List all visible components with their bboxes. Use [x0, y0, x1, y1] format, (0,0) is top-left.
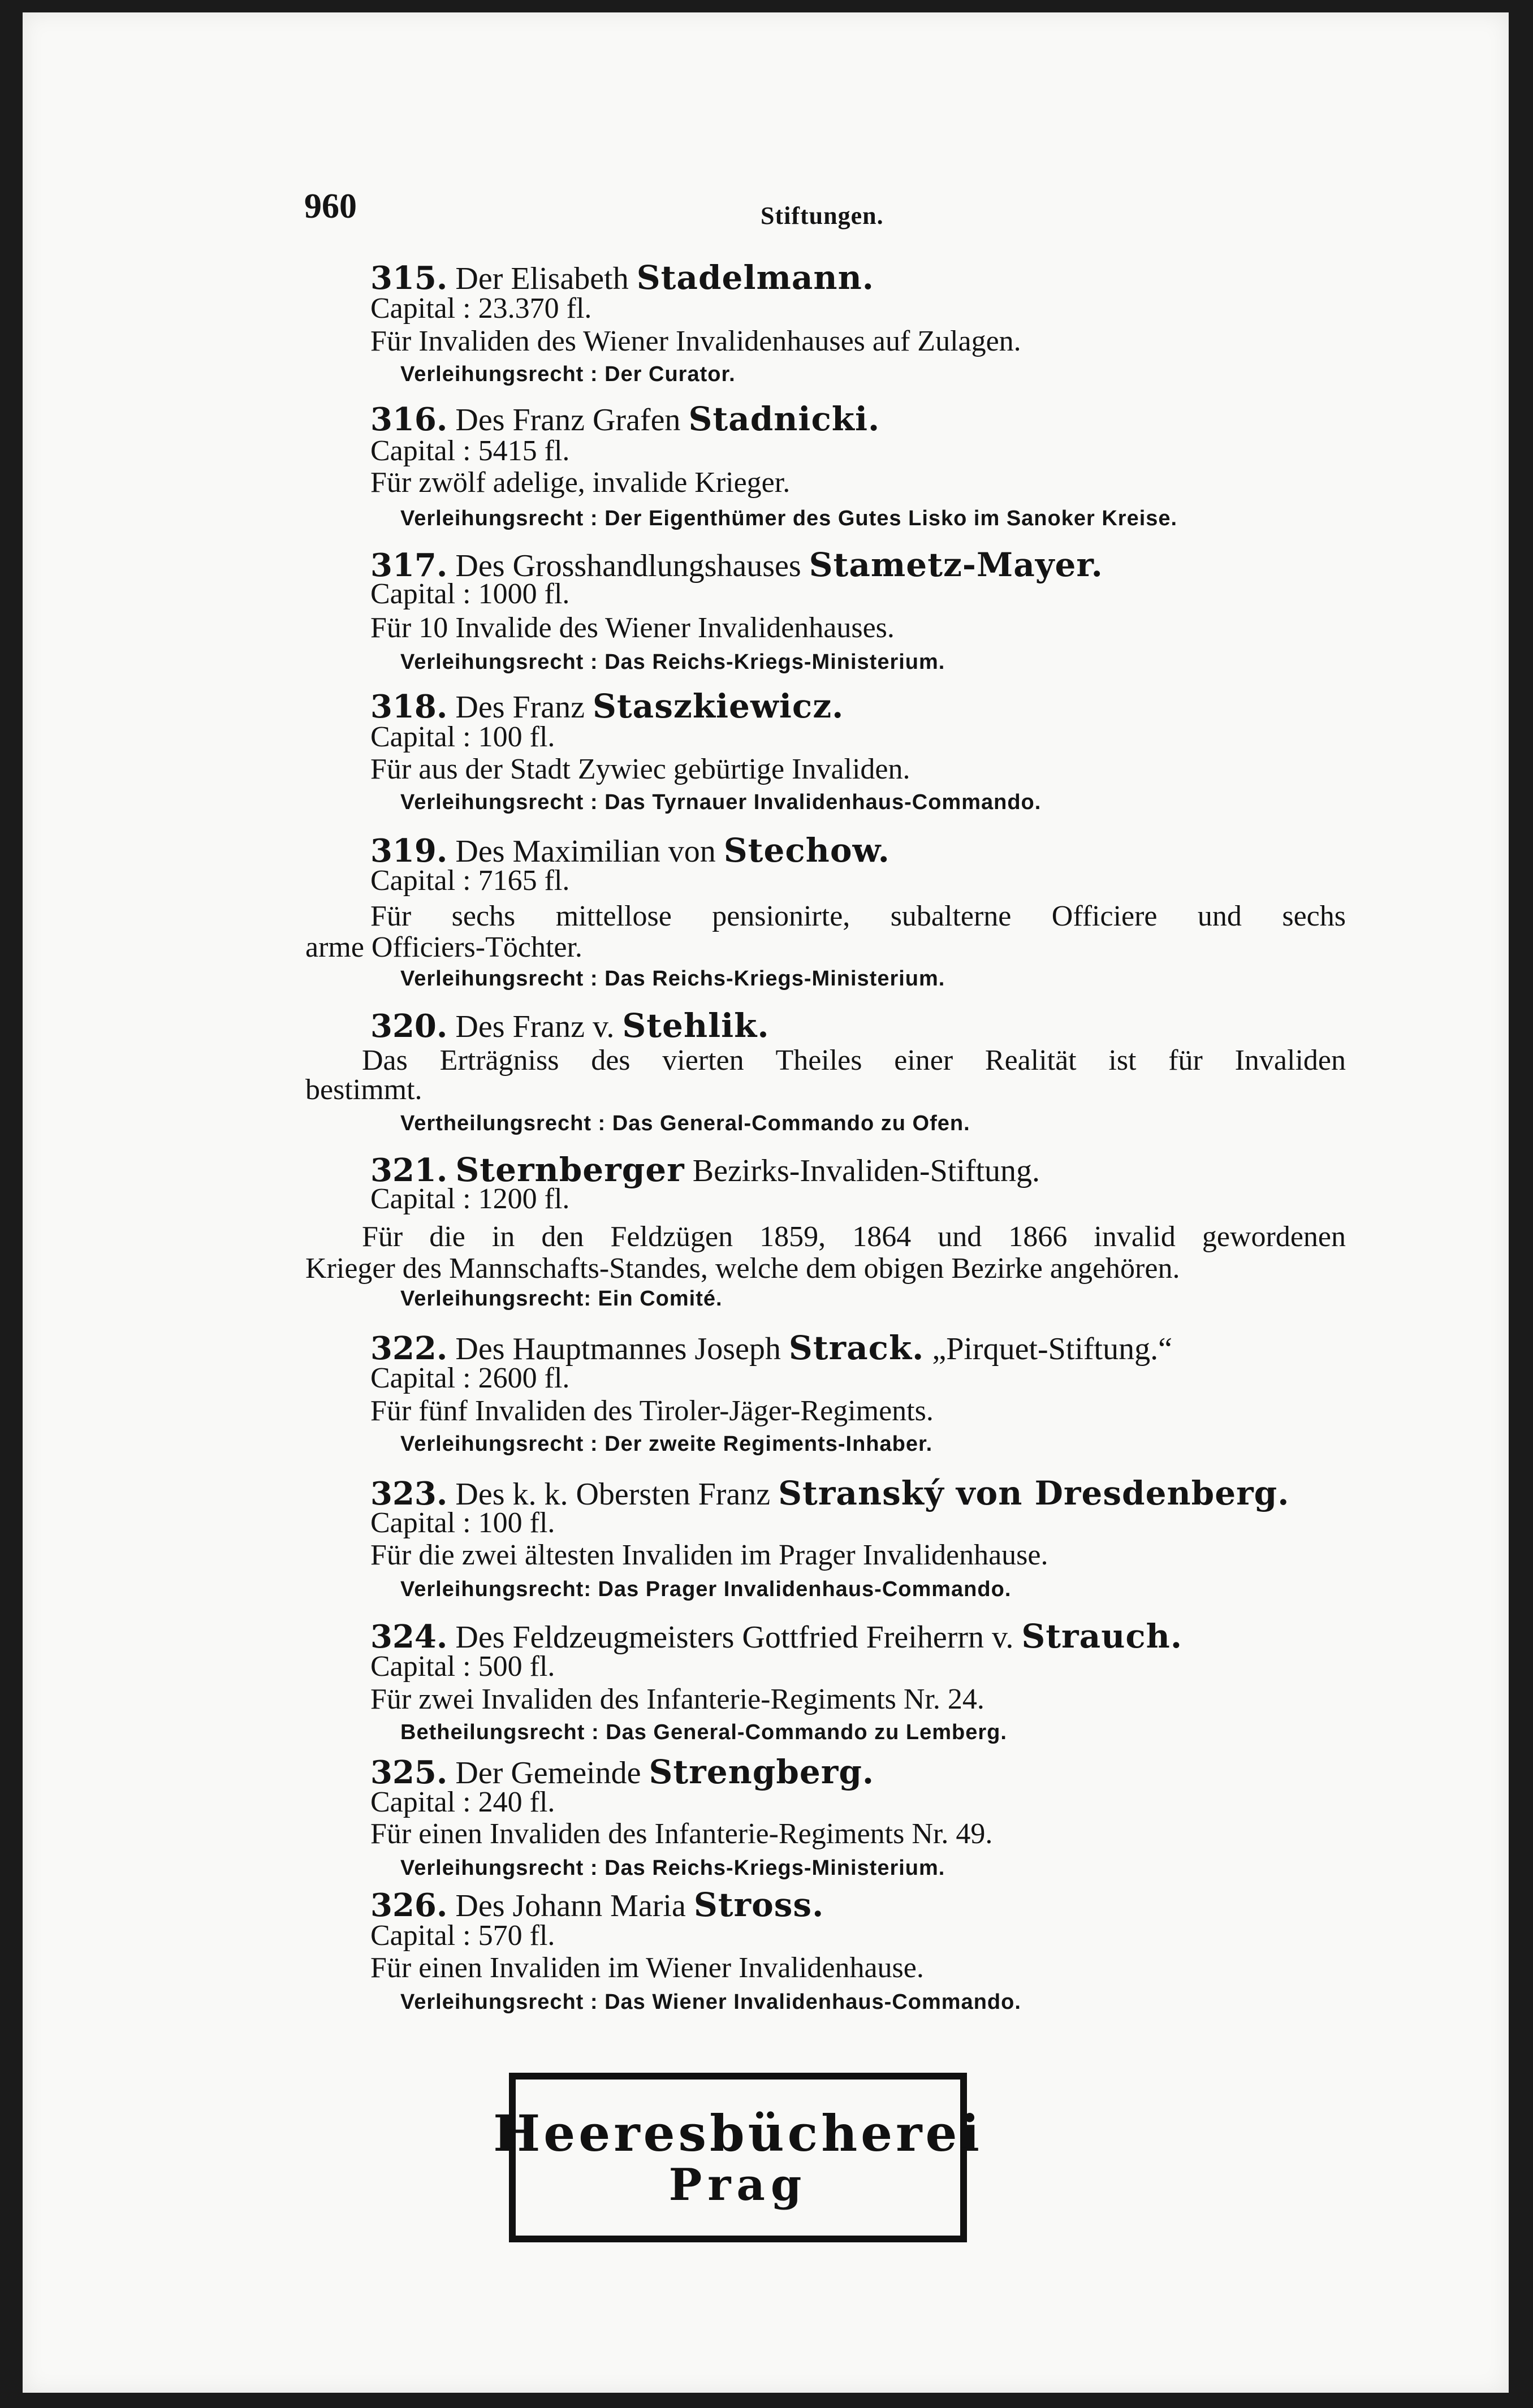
entry-heading-315: [370, 258, 874, 297]
entry-purpose: Für zwölf adelige, invalide Krieger.: [370, 466, 791, 499]
entry-right: Verleihungsrecht : Das Tyrnauer Invalidenhaus-Commando.: [400, 790, 1042, 814]
entry-title: „Pirquet-Stiftung.“: [932, 1331, 1172, 1367]
entry-heading-323: [370, 1474, 1290, 1512]
entry-right: Vertheilungsrecht : Das General-Commando zu Ofen.: [400, 1112, 970, 1135]
entry-purpose: Das Erträgniss des vierten Theiles einer Realität ist für Invaliden: [362, 1044, 1346, 1077]
entry-name: Stadelmann.: [636, 258, 874, 297]
entry-name: Stehlik.: [622, 1006, 770, 1045]
entry-purpose: Für einen Invaliden im Wiener Invalidenhause.: [370, 1952, 924, 1984]
entry-intro: Des Franz v.: [455, 1009, 615, 1044]
entry-capital: Capital : 100 fl.: [370, 1507, 555, 1539]
entry-capital: Capital : 570 fl.: [370, 1920, 555, 1952]
running-head: Stiftungen.: [761, 202, 884, 230]
entry-heading-324: [370, 1617, 1183, 1655]
entry-name: Stross.: [693, 1886, 824, 1924]
entry-capital: Capital : 23.370 fl.: [370, 292, 592, 325]
entry-purpose: Für sechs mittellose pensionirte, subalterne Officiere und sechs: [370, 900, 1346, 932]
stamp-line-1: Heeresbücherei: [493, 2103, 983, 2163]
entry-number: 318.: [370, 688, 448, 725]
entry-name: Stranský von Dresdenberg.: [778, 1474, 1290, 1512]
entry-right: Verleihungsrecht : Der zweite Regiments-Inhaber.: [400, 1432, 933, 1456]
entry-heading-325: [370, 1753, 875, 1791]
entry-purpose: Für zwei Invaliden des Infanterie-Regiments Nr. 24.: [370, 1683, 984, 1715]
entry-heading-320: [370, 1006, 770, 1045]
entry-name: Stechow.: [723, 831, 890, 870]
entry-number: 319.: [370, 832, 448, 870]
entry-purpose-cont: Krieger des Mannschafts-Standes, welche dem obigen Bezirke angehören.: [305, 1252, 1180, 1285]
entry-capital: Capital : 1000 fl.: [370, 578, 570, 610]
entry-intro: Des Grosshandlungshauses: [455, 548, 801, 583]
entry-capital: Capital : 1200 fl.: [370, 1183, 570, 1215]
entry-intro: Der Gemeinde: [455, 1756, 641, 1791]
entry-intro: Des Franz: [455, 690, 585, 725]
entry-intro: Der Elisabeth: [455, 261, 629, 296]
entry-number: 323.: [370, 1475, 448, 1512]
entry-number: 322.: [370, 1330, 448, 1367]
entry-heading-316: [370, 400, 880, 438]
entry-purpose-cont: arme Officiers-Töchter.: [305, 931, 582, 963]
entry-purpose: Für Invaliden des Wiener Invalidenhauses auf Zulagen.: [370, 325, 1021, 357]
entry-right: Verleihungsrecht : Der Eigenthümer des Gutes Lisko im Sanoker Kreise.: [400, 507, 1178, 530]
entry-right: Verleihungsrecht: Das Prager Invalidenhaus-Commando.: [400, 1577, 1012, 1601]
entry-name: Strengberg.: [649, 1753, 875, 1791]
entry-purpose: Für die zwei ältesten Invaliden im Prager Invalidenhause.: [370, 1539, 1048, 1571]
entry-name: Strauch.: [1021, 1617, 1183, 1655]
entry-heading-321: [370, 1153, 1040, 1187]
entry-name: Sternberger: [455, 1151, 685, 1189]
entry-number: 324.: [370, 1618, 448, 1655]
entry-purpose: Für einen Invaliden des Infanterie-Regiments Nr. 49.: [370, 1818, 993, 1850]
entry-purpose-cont: bestimmt.: [305, 1074, 422, 1106]
entry-purpose: Für aus der Stadt Zywiec gebürtige Invaliden.: [370, 753, 910, 785]
entry-name: Strack.: [788, 1329, 925, 1367]
entry-title: Bezirks-Invaliden-Stiftung.: [692, 1153, 1040, 1188]
entry-heading-326: [370, 1888, 824, 1922]
entry-number: 320.: [370, 1008, 448, 1045]
library-stamp: [493, 2073, 983, 2242]
entry-capital: Capital : 7165 fl.: [370, 864, 570, 897]
entry-number: 325.: [370, 1754, 448, 1791]
entry-right: Verleihungsrecht : Das Wiener Invalidenhaus-Commando.: [400, 1990, 1021, 2014]
entry-capital: Capital : 100 fl.: [370, 721, 555, 753]
entry-heading-322: [370, 1331, 1172, 1365]
page-number: 960: [304, 187, 357, 226]
entry-intro: Des k. k. Obersten Franz: [455, 1477, 771, 1512]
entry-purpose: Für fünf Invaliden des Tiroler-Jäger-Regiments.: [370, 1395, 934, 1427]
entry-capital: Capital : 240 fl.: [370, 1786, 555, 1818]
entry-purpose: Für die in den Feldzügen 1859, 1864 und 1866 invalid gewordenen: [362, 1221, 1346, 1253]
entry-right: Verleihungsrecht : Das Reichs-Kriegs-Ministerium.: [400, 650, 945, 674]
entry-purpose: Für 10 Invalide des Wiener Invalidenhauses.: [370, 612, 895, 644]
entry-intro: Des Maximilian von: [455, 834, 716, 869]
entry-name: Stametz-Mayer.: [809, 546, 1103, 584]
entry-right: Verleihungsrecht : Der Curator.: [400, 362, 736, 386]
entry-number: 317.: [370, 547, 448, 584]
entry-right: Verleihungsrecht : Das Reichs-Kriegs-Ministerium.: [400, 967, 945, 991]
entry-right: Betheilungsrecht : Das General-Commando zu Lemberg.: [400, 1720, 1007, 1744]
entry-number: 315.: [370, 260, 448, 297]
entry-capital: Capital : 2600 fl.: [370, 1362, 570, 1394]
entry-right: Verleihungsrecht : Das Reichs-Kriegs-Ministerium.: [400, 1856, 945, 1880]
entry-number: 321.: [370, 1152, 448, 1189]
entry-intro: Des Feldzeugmeisters Gottfried Freiherrn v.: [455, 1620, 1014, 1655]
entry-capital: Capital : 500 fl.: [370, 1650, 555, 1683]
entry-heading-317: [370, 548, 1103, 582]
entry-capital: Capital : 5415 fl.: [370, 435, 570, 467]
entry-intro: Des Johann Maria: [455, 1888, 686, 1923]
entry-name: Staszkiewicz.: [592, 687, 844, 725]
stamp-line-2: Prag: [668, 2159, 807, 2211]
entry-intro: Des Hauptmannes Joseph: [455, 1331, 781, 1367]
entry-number: 316.: [370, 401, 448, 438]
entry-right: Verleihungsrecht: Ein Comité.: [400, 1287, 723, 1311]
entry-heading-318: [370, 687, 844, 725]
entry-name: Stadnicki.: [688, 400, 880, 438]
page-paper: [23, 12, 1509, 2393]
entry-heading-319: [370, 831, 890, 870]
entry-number: 326.: [370, 1887, 448, 1924]
entry-intro: Des Franz Grafen: [455, 403, 681, 438]
